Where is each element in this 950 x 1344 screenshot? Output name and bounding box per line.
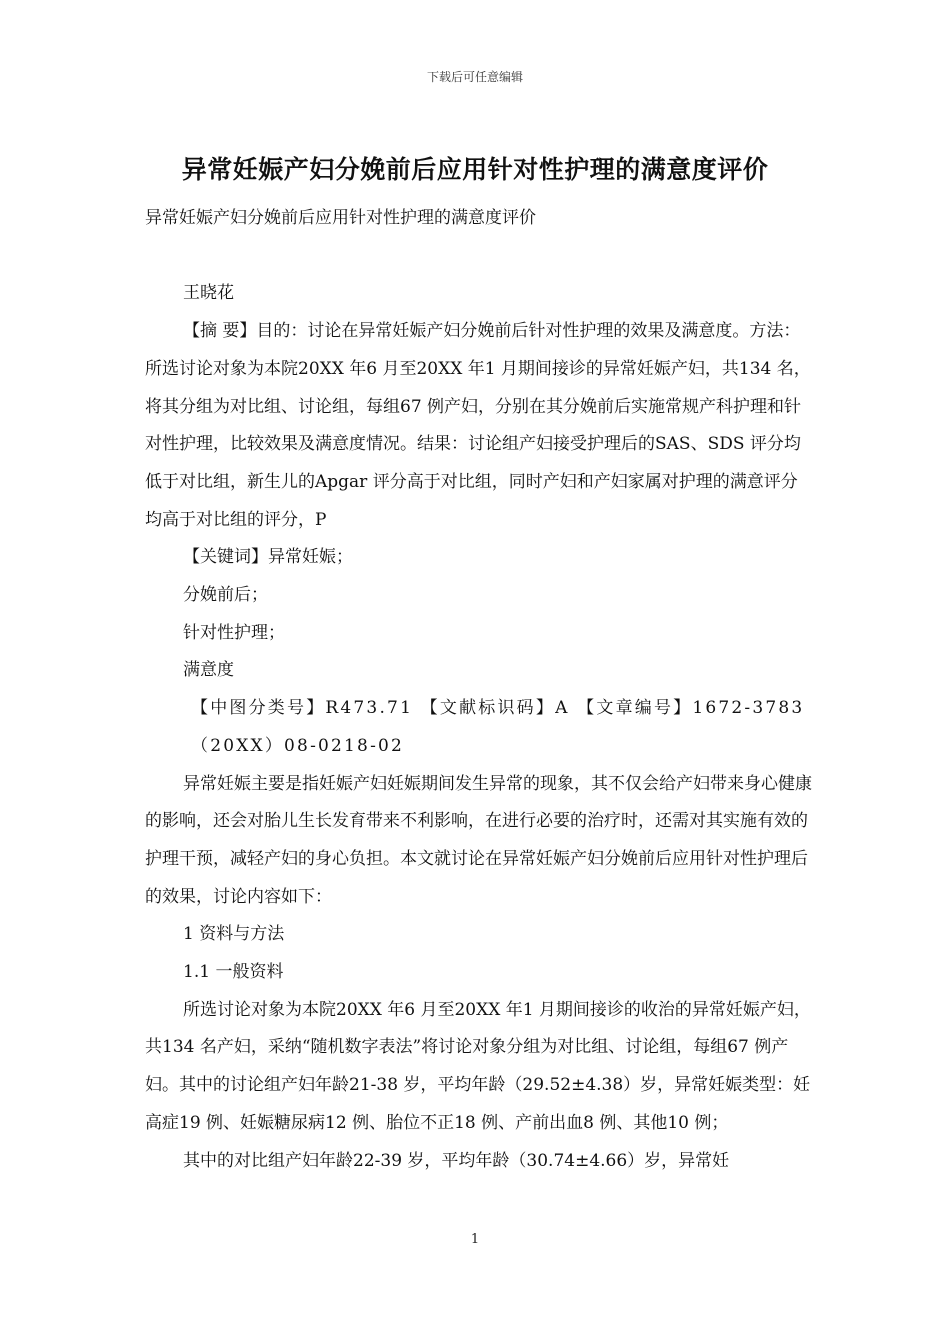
intro-paragraph: 异常妊娠主要是指妊娠产妇妊娠期间发生异常的现象，其不仅会给产妇带来身心健康的影响，还会对胎儿生长发育带来不利影响，在进行必要的治疗时，还需对其实施有效的护理干预，减轻产妇的身心负担。本文就讨论在异常妊娠产妇分娩前后应用针对性护理后的效果，讨论内容如下： bbox=[145, 773, 812, 907]
abstract: 【摘 要】目的：讨论在异常妊娠产妇分娩前后针对性护理的效果及满意度。方法：所选讨论对象为本院20XX 年6 月至20XX 年1 月期间接诊的异常妊娠产妇，共134 名，将其分组为对比组、讨论组，每组67 例产妇，分别在其分娩前后实施常规产科护理和针对性护理，比较效果及满意度情况。结果：讨论组产妇接受护理后的SAS、SDS 评分均低于对比组，新生儿的Apgar 评分高于对比组，同时产妇和产妇家属对护理的满意评分均高于对比组的评分，P bbox=[145, 321, 811, 530]
keyword-item: 针对性护理； bbox=[183, 622, 285, 643]
header-note: 下载后可任意编辑 bbox=[426, 70, 523, 84]
body-paragraph: 其中的对比组产妇年龄22-39 岁，平均年龄（30.74±4.66）岁，异常妊 bbox=[183, 1150, 730, 1171]
keyword-item: 分娩前后； bbox=[183, 585, 268, 606]
document-title: 异常妊娠产妇分娩前后应用针对性护理的满意度评价 bbox=[181, 155, 769, 184]
subsection-heading: 1.1 一般资料 bbox=[183, 962, 284, 983]
blank-line bbox=[145, 238, 813, 276]
author: 王晓花 bbox=[183, 283, 234, 304]
keywords-line: 【关键词】异常妊娠； bbox=[183, 547, 353, 568]
keyword-item: 满意度 bbox=[183, 660, 234, 681]
subtitle: 异常妊娠产妇分娩前后应用针对性护理的满意度评价 bbox=[145, 208, 536, 228]
page-number: 1 bbox=[470, 1232, 480, 1247]
body-paragraph: 所选讨论对象为本院20XX 年6 月至20XX 年1 月期间接诊的收治的异常妊娠产妇，共134 名产妇，采纳“随机数字表法”将讨论对象分组为对比组、讨论组，每组67 例产妇。其中的讨论组产妇年龄21-38 岁，平均年龄（29.52±4.38）岁，异常妊娠类型：妊高症19 例、妊娠糖尿病12 例、胎位不正18 例、产前出血8 例、其他10 例； bbox=[145, 999, 811, 1133]
section-heading: 1 资料与方法 bbox=[183, 924, 285, 945]
classification-info: 【中图分类号】R473.71 【文献标识码】A 【文章编号】1672-3783（20XX）08-0218-02 bbox=[191, 698, 805, 756]
document-body bbox=[145, 200, 813, 1180]
